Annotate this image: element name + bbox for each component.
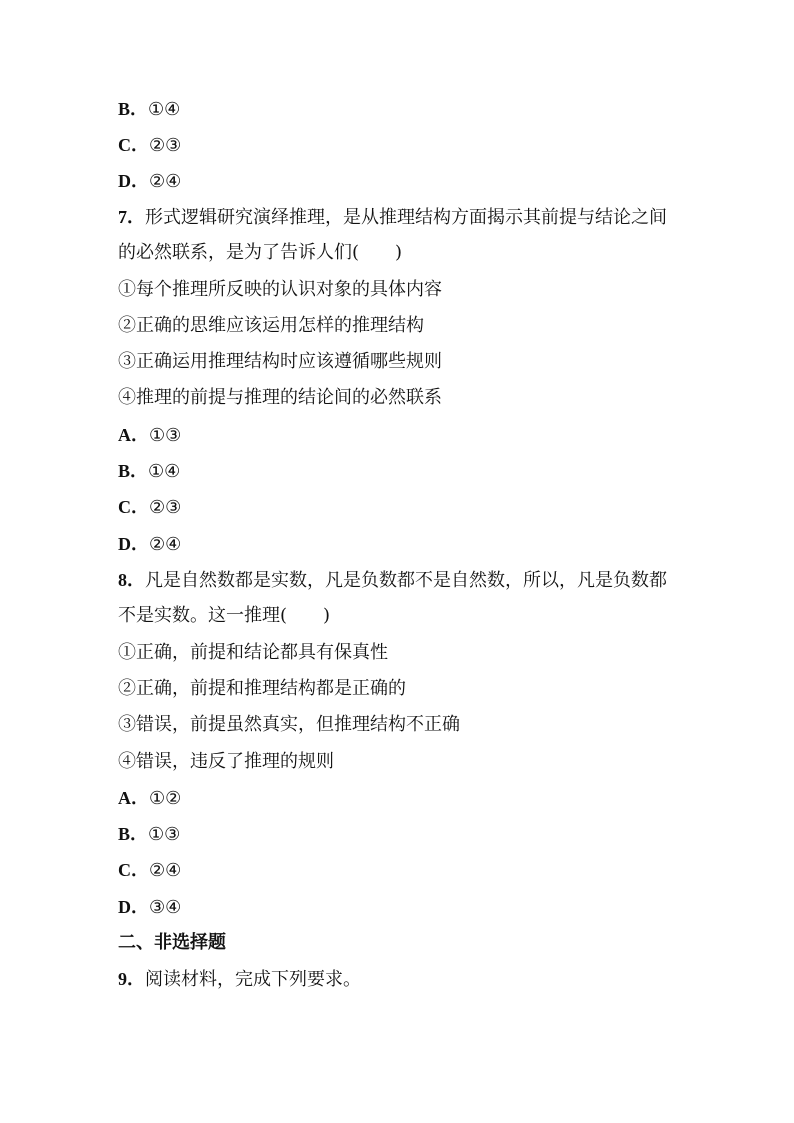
- q7-stem-line2: [118, 241, 402, 265]
- question-stem: 阅读材料，完成下列要求。: [145, 969, 361, 990]
- option-letter: C．: [118, 135, 149, 155]
- option-text: ②④: [149, 534, 182, 555]
- question-number: 8．: [118, 570, 145, 590]
- q8-stem-line1: [118, 568, 667, 593]
- question-stem: 形式逻辑研究演绎推理，是从推理结构方面揭示其前提与结论之间: [145, 207, 667, 228]
- q8-option-a: [118, 786, 181, 811]
- q7-option-d: [118, 532, 181, 557]
- q7-statement-3: ③正确运用推理结构时应该遵循哪些规则: [118, 351, 442, 372]
- option-letter: A．: [118, 788, 149, 808]
- option-letter: C．: [118, 860, 149, 880]
- q7-option-c: [118, 495, 181, 520]
- option-letter: A．: [118, 425, 149, 445]
- q8-statement-3: ③错误，前提虽然真实，但推理结构不正确: [118, 714, 460, 735]
- question-stem: 凡是自然数都是实数，凡是负数都不是自然数，所以，凡是负数都: [145, 570, 667, 591]
- q8-option-d: [118, 895, 181, 920]
- option-text: ②③: [149, 135, 182, 156]
- option-text: ①④: [148, 461, 181, 482]
- q8-statement-4: ④错误，违反了推理的规则: [118, 751, 334, 772]
- question-number: 7．: [118, 207, 145, 227]
- option-text: ①④: [148, 99, 181, 120]
- q7-option-a: [118, 423, 181, 448]
- option-letter: B．: [118, 461, 149, 481]
- option-text: ①②: [149, 788, 182, 809]
- q7-option-b: [118, 459, 180, 484]
- q8-statement-2: ②正确，前提和推理结构都是正确的: [118, 678, 406, 699]
- q9-stem: [118, 967, 361, 992]
- option-letter: D．: [118, 897, 149, 917]
- option-text: ①③: [148, 824, 181, 845]
- option-text: ②④: [149, 171, 182, 192]
- option-letter: C．: [118, 497, 149, 517]
- q6-option-c: [118, 133, 181, 158]
- q8-option-c: [118, 858, 181, 883]
- q6-option-d: [118, 169, 181, 194]
- q7-stem-line1: [118, 205, 667, 230]
- section-heading: 二、非选择题: [118, 932, 226, 953]
- question-number: 9．: [118, 969, 145, 989]
- option-letter: B．: [118, 99, 149, 119]
- question-stem: 不是实数。这一推理( ): [118, 605, 331, 626]
- q7-statement-2: ②正确的思维应该运用怎样的推理结构: [118, 315, 424, 336]
- option-text: ③④: [149, 897, 182, 918]
- option-text: ②③: [149, 497, 182, 518]
- q8-statement-1: ①正确，前提和结论都具有保真性: [118, 642, 388, 663]
- option-letter: B．: [118, 824, 149, 844]
- option-letter: D．: [118, 171, 149, 191]
- q8-option-b: [118, 822, 180, 847]
- q7-statement-4: ④推理的前提与推理的结论间的必然联系: [118, 387, 442, 408]
- q6-option-b: [118, 97, 180, 122]
- q8-stem-line2: [118, 604, 330, 628]
- q7-statement-1: ①每个推理所反映的认识对象的具体内容: [118, 279, 442, 300]
- option-letter: D．: [118, 534, 149, 554]
- question-stem: 的必然联系，是为了告诉人们( ): [118, 242, 403, 263]
- option-text: ②④: [149, 860, 182, 881]
- option-text: ①③: [149, 425, 182, 446]
